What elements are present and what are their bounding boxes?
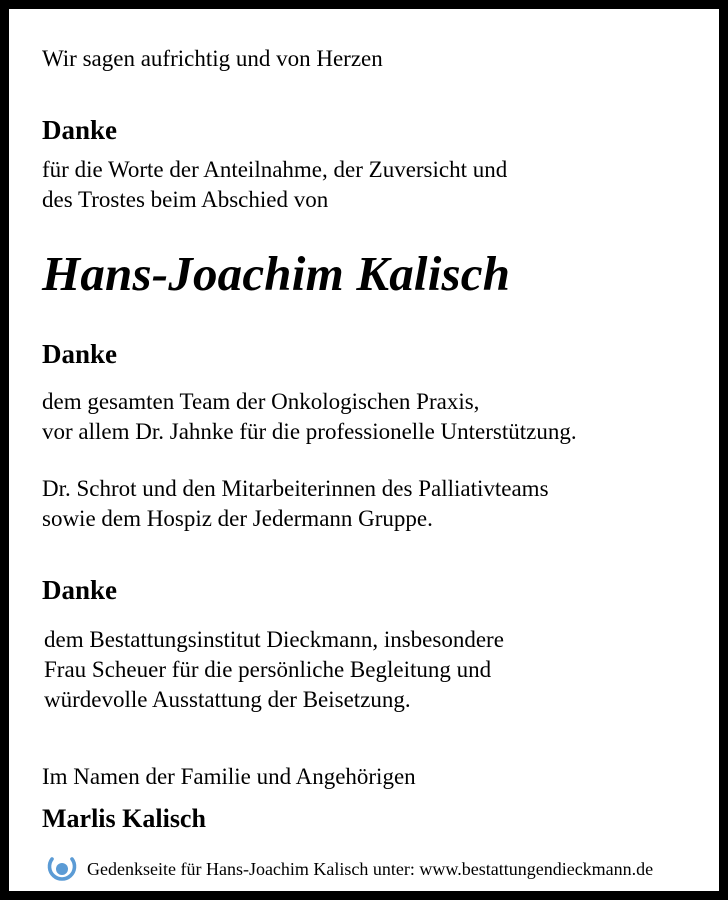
section3-heading: Danke	[42, 575, 118, 605]
memorial-footer	[46, 853, 653, 885]
section1-heading: Danke	[42, 115, 118, 145]
section2-text-b	[42, 474, 549, 534]
deceased-name: Hans-Joachim Kalisch	[42, 246, 511, 301]
section2-text-a	[42, 387, 577, 447]
section3-line: würdevolle Ausstattung der Beisetzung.	[44, 687, 411, 712]
closing-line: Im Namen der Familie und Angehörigen	[42, 764, 416, 789]
section2-line: vor allem Dr. Jahnke für die professionelle Unterstützung.	[42, 419, 577, 444]
section2-line: Dr. Schrot und den Mitarbeiterinnen des Palliativteams	[42, 476, 549, 501]
section2-line: sowie dem Hospiz der Jedermann Gruppe.	[42, 506, 433, 531]
section3-line: dem Bestattungsinstitut Dieckmann, insbesondere	[44, 627, 504, 652]
section1-text	[42, 155, 507, 215]
section2-heading: Danke	[42, 339, 118, 369]
memorial-page-logo-icon	[46, 853, 78, 885]
section3-line: Frau Scheuer für die persönliche Begleitung und	[44, 657, 492, 682]
signature: Marlis Kalisch	[42, 804, 206, 833]
section3-text	[44, 625, 504, 715]
intro-line: Wir sagen aufrichtig und von Herzen	[42, 46, 383, 71]
section2-line: dem gesamten Team der Onkologischen Praxis,	[42, 389, 480, 414]
section1-line: für die Worte der Anteilnahme, der Zuversicht und	[42, 157, 508, 182]
memorial-link-text[interactable]: Gedenkseite für Hans-Joachim Kalisch unter: www.bestattungendieckmann.de	[87, 858, 654, 879]
section1-line: des Trostes beim Abschied von	[42, 187, 329, 212]
